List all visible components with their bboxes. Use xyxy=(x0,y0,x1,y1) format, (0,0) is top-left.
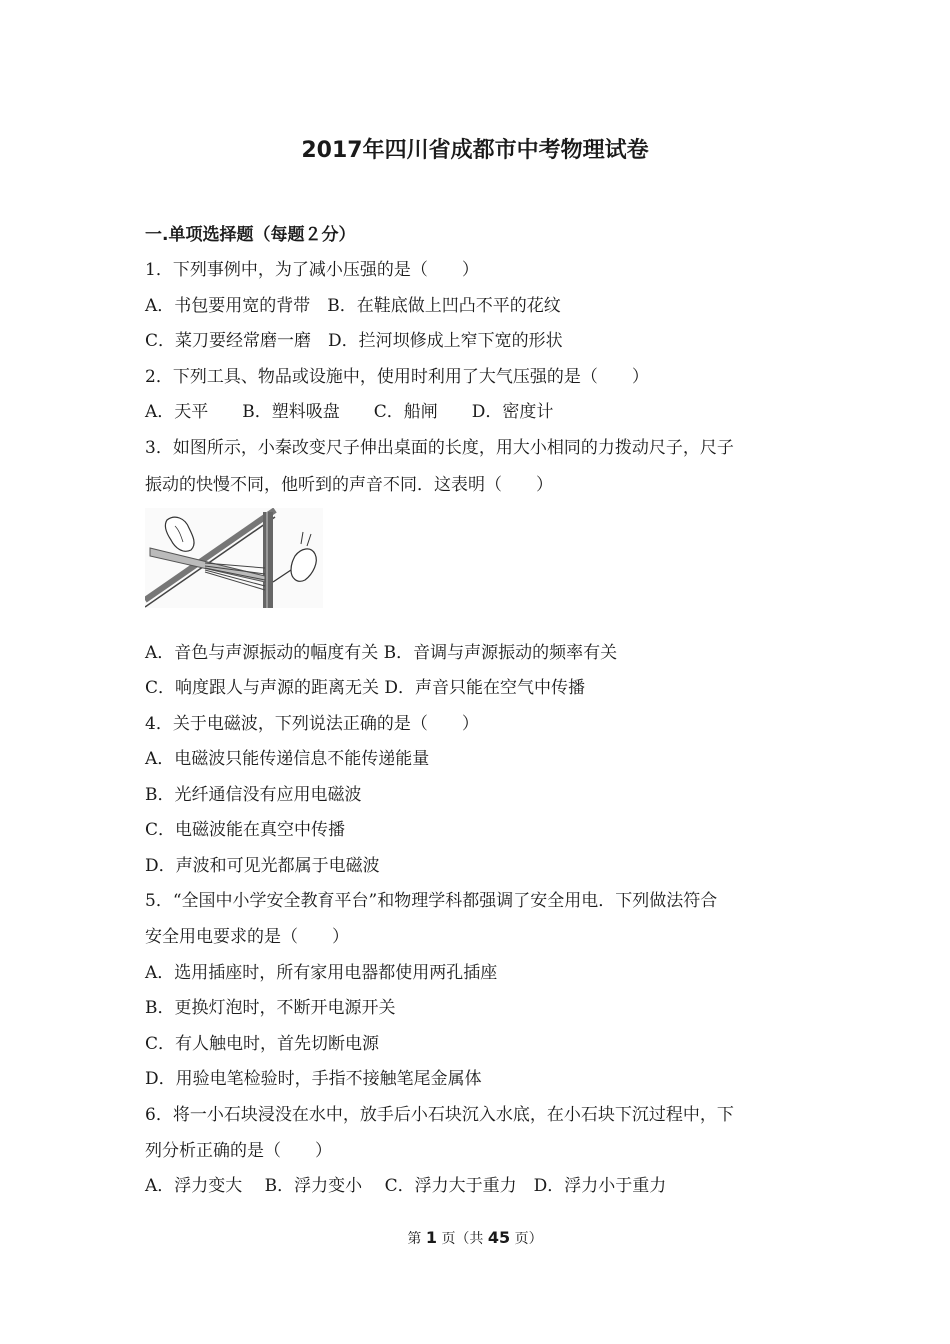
question-6-options: A．浮力变大 B．浮力变小 C．浮力大于重力 D．浮力小于重力 xyxy=(145,1176,667,1196)
section-heading: 一.单项选择题（每题２分） xyxy=(145,225,356,245)
question-1-stem: 1．下列事例中，为了减小压强的是（ ） xyxy=(145,260,479,280)
question-5-option-d: D．用验电笔检验时，手指不接触笔尾金属体 xyxy=(145,1069,482,1089)
question-3-stem-line-2: 振动的快慢不同，他听到的声音不同．这表明（ ） xyxy=(145,475,553,495)
question-4-option-d: D．声波和可见光都属于电磁波 xyxy=(145,856,380,876)
question-4-option-b: B．光纤通信没有应用电磁波 xyxy=(145,785,362,805)
question-5-option-c: C．有人触电时，首先切断电源 xyxy=(145,1034,380,1054)
question-5-option-a: A．选用插座时，所有家用电器都使用两孔插座 xyxy=(145,963,498,983)
question-4-stem: 4．关于电磁波，下列说法正确的是（ ） xyxy=(145,714,479,734)
question-1-options-cd: C．菜刀要经常磨一磨 D．拦河坝修成上窄下宽的形状 xyxy=(145,331,563,351)
question-1-options-ab: A．书包要用宽的背带 B．在鞋底做上凹凸不平的花纹 xyxy=(145,296,561,316)
footer-suffix: 页） xyxy=(514,1231,543,1247)
footer-middle: 页（共 xyxy=(441,1231,484,1247)
footer-total-pages: 45 xyxy=(487,1228,511,1247)
footer-page-number: 1 xyxy=(425,1228,437,1247)
question-4-option-a: A．电磁波只能传递信息不能传递能量 xyxy=(145,749,430,769)
question-4-option-c: C．电磁波能在真空中传播 xyxy=(145,820,346,840)
ruler-on-table-figure xyxy=(145,508,323,608)
page-title: 2017年四川省成都市中考物理试卷 xyxy=(301,138,649,163)
footer-prefix: 第 xyxy=(407,1231,422,1247)
question-3-stem-line-1: 3．如图所示，小秦改变尺子伸出桌面的长度，用大小相同的力拨动尺子，尺子 xyxy=(145,438,734,458)
question-6-stem-line-2: 列分析正确的是（ ） xyxy=(145,1141,332,1161)
question-3-options-ab: A．音色与声源振动的幅度有关 B．音调与声源振动的频率有关 xyxy=(145,643,618,663)
question-2-stem: 2．下列工具、物品或设施中，使用时利用了大气压强的是（ ） xyxy=(145,367,649,387)
question-2-options: A．天平 B．塑料吸盘 C．船闸 D．密度计 xyxy=(145,402,554,422)
question-5-option-b: B．更换灯泡时，不断开电源开关 xyxy=(145,998,396,1018)
question-6-stem-line-1: 6．将一小石块浸没在水中，放手后小石块沉入水底，在小石块下沉过程中，下 xyxy=(145,1105,734,1125)
question-5-stem-line-1: 5．“全国中小学安全教育平台”和物理学科都强调了安全用电．下列做法符合 xyxy=(145,891,718,911)
question-3-options-cd: C．响度跟人与声源的距离无关 D．声音只能在空气中传播 xyxy=(145,678,586,698)
page-footer xyxy=(0,1226,950,1251)
question-5-stem-line-2: 安全用电要求的是（ ） xyxy=(145,927,349,947)
